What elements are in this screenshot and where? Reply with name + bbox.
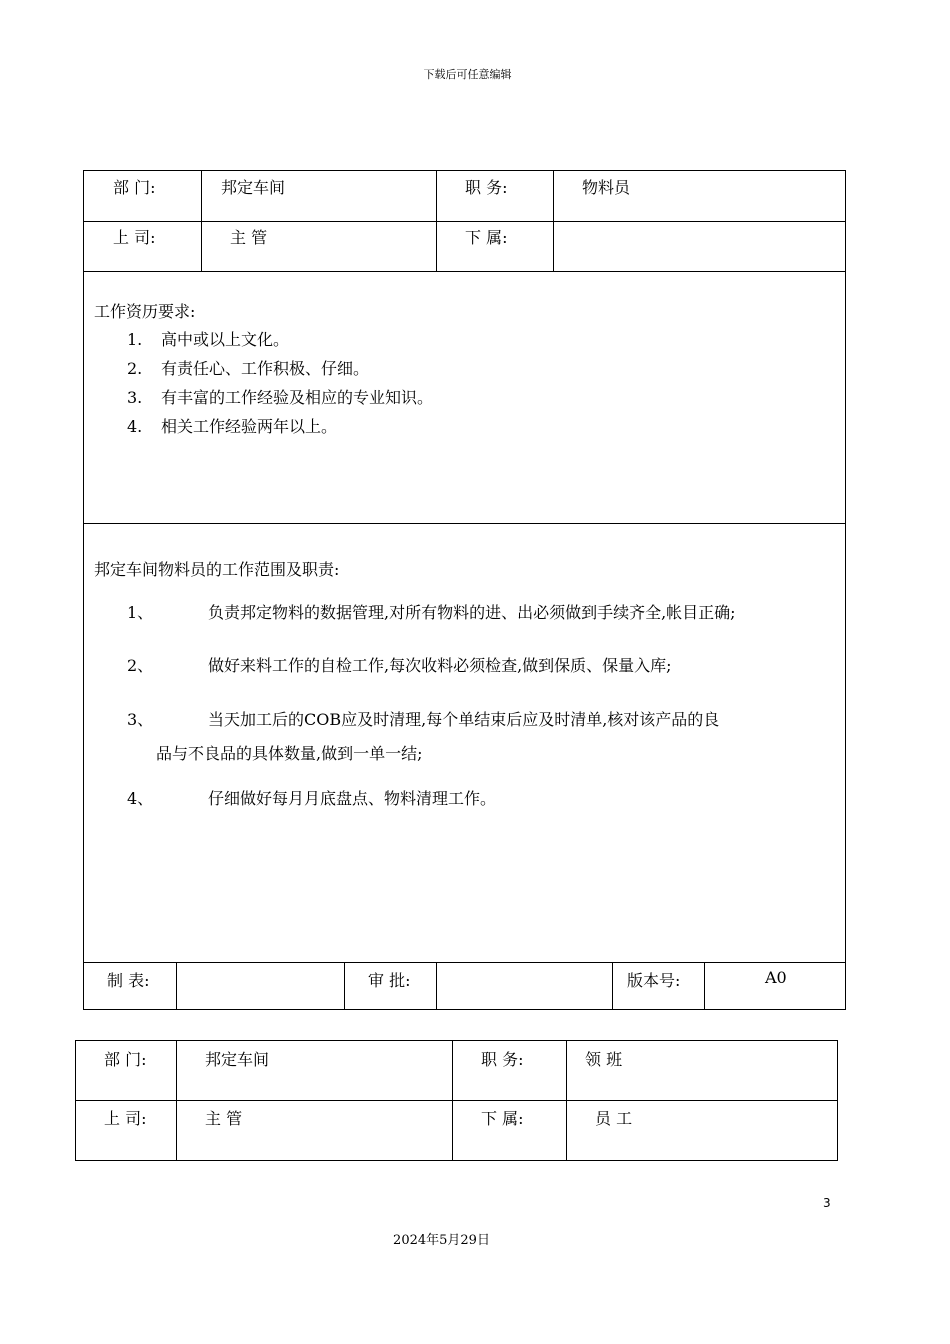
position-value-cell (566, 1041, 837, 1100)
subordinate-label: 下 属: (465, 228, 508, 247)
position-label-cell (452, 1041, 566, 1100)
position-value: 领 班 (585, 1050, 623, 1069)
requirement-text: 有责任心、工作积极、仔细。 (161, 359, 370, 378)
requirement-text: 高中或以上文化。 (161, 330, 290, 349)
superior-label: 上 司: (113, 228, 156, 247)
made-by-label: 制 表: (107, 971, 150, 990)
position-label: 职 务: (465, 178, 508, 197)
approved-label-cell (344, 963, 436, 1009)
superior-label: 上 司: (104, 1109, 147, 1128)
version-value: A0 (765, 968, 787, 987)
requirement-text: 相关工作经验两年以上。 (161, 417, 338, 436)
requirement-item (127, 327, 289, 350)
position-label-cell (436, 171, 553, 221)
duty-text-continuation: 品与不良品的具体数量,做到一单一结; (156, 744, 423, 763)
dept-value-cell (176, 1041, 452, 1100)
requirement-number: 3. (127, 388, 143, 407)
requirement-item (127, 356, 369, 379)
version-label-cell (612, 963, 704, 1009)
superior-value-cell (176, 1100, 452, 1160)
duty-number: 3、 (127, 710, 154, 729)
superior-label-cell (84, 221, 201, 271)
duty-text: 当天加工后的COB应及时清理,每个单结束后应及时清单,核对该产品的良 (208, 710, 720, 729)
superior-value: 主 管 (205, 1109, 243, 1128)
superior-value: 主 管 (230, 228, 268, 247)
subordinate-label-cell (436, 221, 553, 271)
dept-value: 邦定车间 (205, 1050, 270, 1069)
subordinate-value-cell (553, 221, 845, 271)
dept-value-cell (201, 171, 436, 221)
duty-text: 做好来料工作的自检工作,每次收料必须检查,做到保质、保量入库; (208, 656, 672, 675)
requirement-number: 1. (127, 330, 143, 349)
subordinate-label: 下 属: (481, 1109, 524, 1128)
requirement-text: 有丰富的工作经验及相应的专业知识。 (161, 388, 434, 407)
version-label: 版本号: (627, 971, 681, 990)
info-row-superior (76, 1100, 837, 1160)
dept-value: 邦定车间 (221, 178, 286, 197)
requirement-item (127, 414, 337, 437)
info-row-superior (84, 221, 845, 272)
superior-value-cell (201, 221, 436, 271)
version-value-cell (704, 963, 845, 1009)
job-description-table-1 (83, 170, 846, 1010)
header-note: 下载后可任意编辑 (423, 68, 512, 81)
requirement-number: 4. (127, 417, 143, 436)
footer-date: 2024年5月29日 (393, 1233, 490, 1248)
dept-label-cell (76, 1041, 176, 1100)
subordinate-value: 员 工 (595, 1109, 633, 1128)
made-by-label-cell (84, 963, 176, 1009)
dept-label: 部 门: (104, 1050, 147, 1069)
section-divider (84, 523, 845, 524)
superior-label-cell (76, 1100, 176, 1160)
subordinate-label-cell (452, 1100, 566, 1160)
duty-number: 2、 (127, 656, 154, 675)
signoff-row (84, 963, 845, 1009)
dept-label-cell (84, 171, 201, 221)
job-description-table-2 (75, 1040, 838, 1161)
duty-text: 仔细做好每月月底盘点、物料清理工作。 (208, 789, 497, 808)
duty-text: 负责邦定物料的数据管理,对所有物料的进、出必须做到手续齐全,帐目正确; (208, 603, 736, 622)
approved-value-cell (436, 963, 612, 1009)
duty-number: 4、 (127, 789, 154, 808)
info-row-dept (76, 1041, 837, 1101)
requirement-item (127, 385, 433, 408)
duties-title: 邦定车间物料员的工作范围及职责: (94, 560, 340, 579)
position-value: 物料员 (582, 178, 631, 197)
page-number: 3 (823, 1196, 831, 1210)
approved-label: 审 批: (368, 971, 411, 990)
requirements-title: 工作资历要求: (94, 302, 196, 321)
dept-label: 部 门: (113, 178, 156, 197)
subordinate-value-cell (566, 1100, 837, 1160)
info-row-dept (84, 171, 845, 222)
made-by-value-cell (176, 963, 344, 1009)
position-value-cell (553, 171, 845, 221)
requirement-number: 2. (127, 359, 143, 378)
position-label: 职 务: (481, 1050, 524, 1069)
duty-number: 1、 (127, 603, 154, 622)
